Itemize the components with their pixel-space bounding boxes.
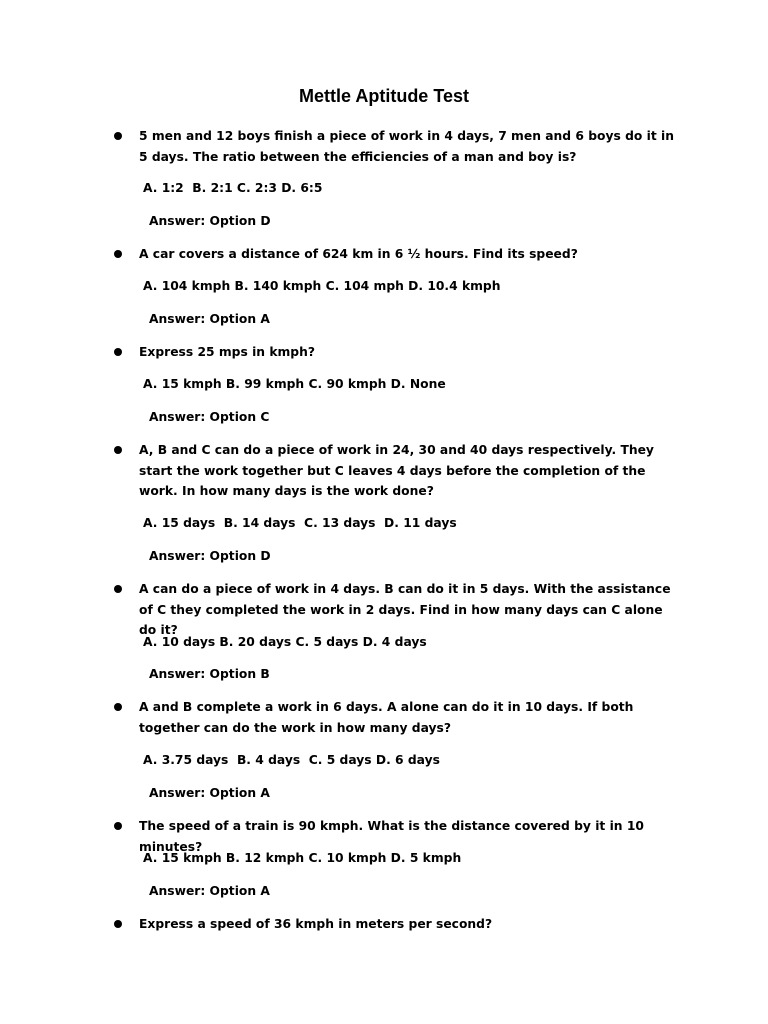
- bullet-icon: [114, 920, 122, 928]
- page-title: Mettle Aptitude Test: [299, 86, 469, 106]
- answer-text: Answer: Option D: [149, 549, 271, 563]
- question-options: A. 1:2 B. 2:1 C. 2:3 D. 6:5: [143, 181, 323, 195]
- question-options: A. 104 kmph B. 140 kmph C. 104 mph D. 10.4 kmph: [143, 279, 501, 293]
- question-options: A. 15 kmph B. 99 kmph C. 90 kmph D. None: [143, 377, 446, 391]
- bullet-icon: [114, 348, 122, 356]
- question-text: A, B and C can do a piece of work in 24, 30 and 40 days respectively. They start the work together but C leaves 4 days before the completion of the work. In how many days is the work done?: [139, 443, 654, 498]
- answer-text: Answer: Option B: [149, 667, 270, 681]
- answer-text: Answer: Option C: [149, 410, 270, 424]
- bullet-icon: [114, 446, 122, 454]
- question-options: A. 15 days B. 14 days C. 13 days D. 11 days: [143, 516, 457, 530]
- question-text: A can do a piece of work in 4 days. B can do it in 5 days. With the assistance of C they completed the work in 2 days. Find in how many days can C alone do it?: [139, 582, 671, 637]
- question-options: A. 3.75 days B. 4 days C. 5 days D. 6 days: [143, 753, 440, 767]
- answer-text: Answer: Option A: [149, 312, 270, 326]
- question-text: Express a speed of 36 kmph in meters per second?: [139, 917, 493, 931]
- answer-text: Answer: Option D: [149, 214, 271, 228]
- question-options: A. 10 days B. 20 days C. 5 days D. 4 days: [143, 635, 427, 649]
- question-text: The speed of a train is 90 kmph. What is the distance covered by it in 10 minutes?: [139, 819, 644, 854]
- bullet-icon: [114, 822, 122, 830]
- bullet-icon: [114, 703, 122, 711]
- question-options: A. 15 kmph B. 12 kmph C. 10 kmph D. 5 kmph: [143, 851, 462, 865]
- question-text: Express 25 mps in kmph?: [139, 345, 315, 359]
- question-text: A car covers a distance of 624 km in 6 ½ hours. Find its speed?: [139, 247, 578, 261]
- bullet-icon: [114, 250, 122, 258]
- question-text: 5 men and 12 boys finish a piece of work in 4 days, 7 men and 6 boys do it in 5 days. The ratio between the efficiencies of a man and boy is?: [139, 129, 674, 164]
- bullet-icon: [114, 585, 122, 593]
- answer-text: Answer: Option A: [149, 786, 270, 800]
- bullet-icon: [114, 132, 122, 140]
- question-text: A and B complete a work in 6 days. A alone can do it in 10 days. If both together can do the work in how many days?: [139, 700, 634, 735]
- answer-text: Answer: Option A: [149, 884, 270, 898]
